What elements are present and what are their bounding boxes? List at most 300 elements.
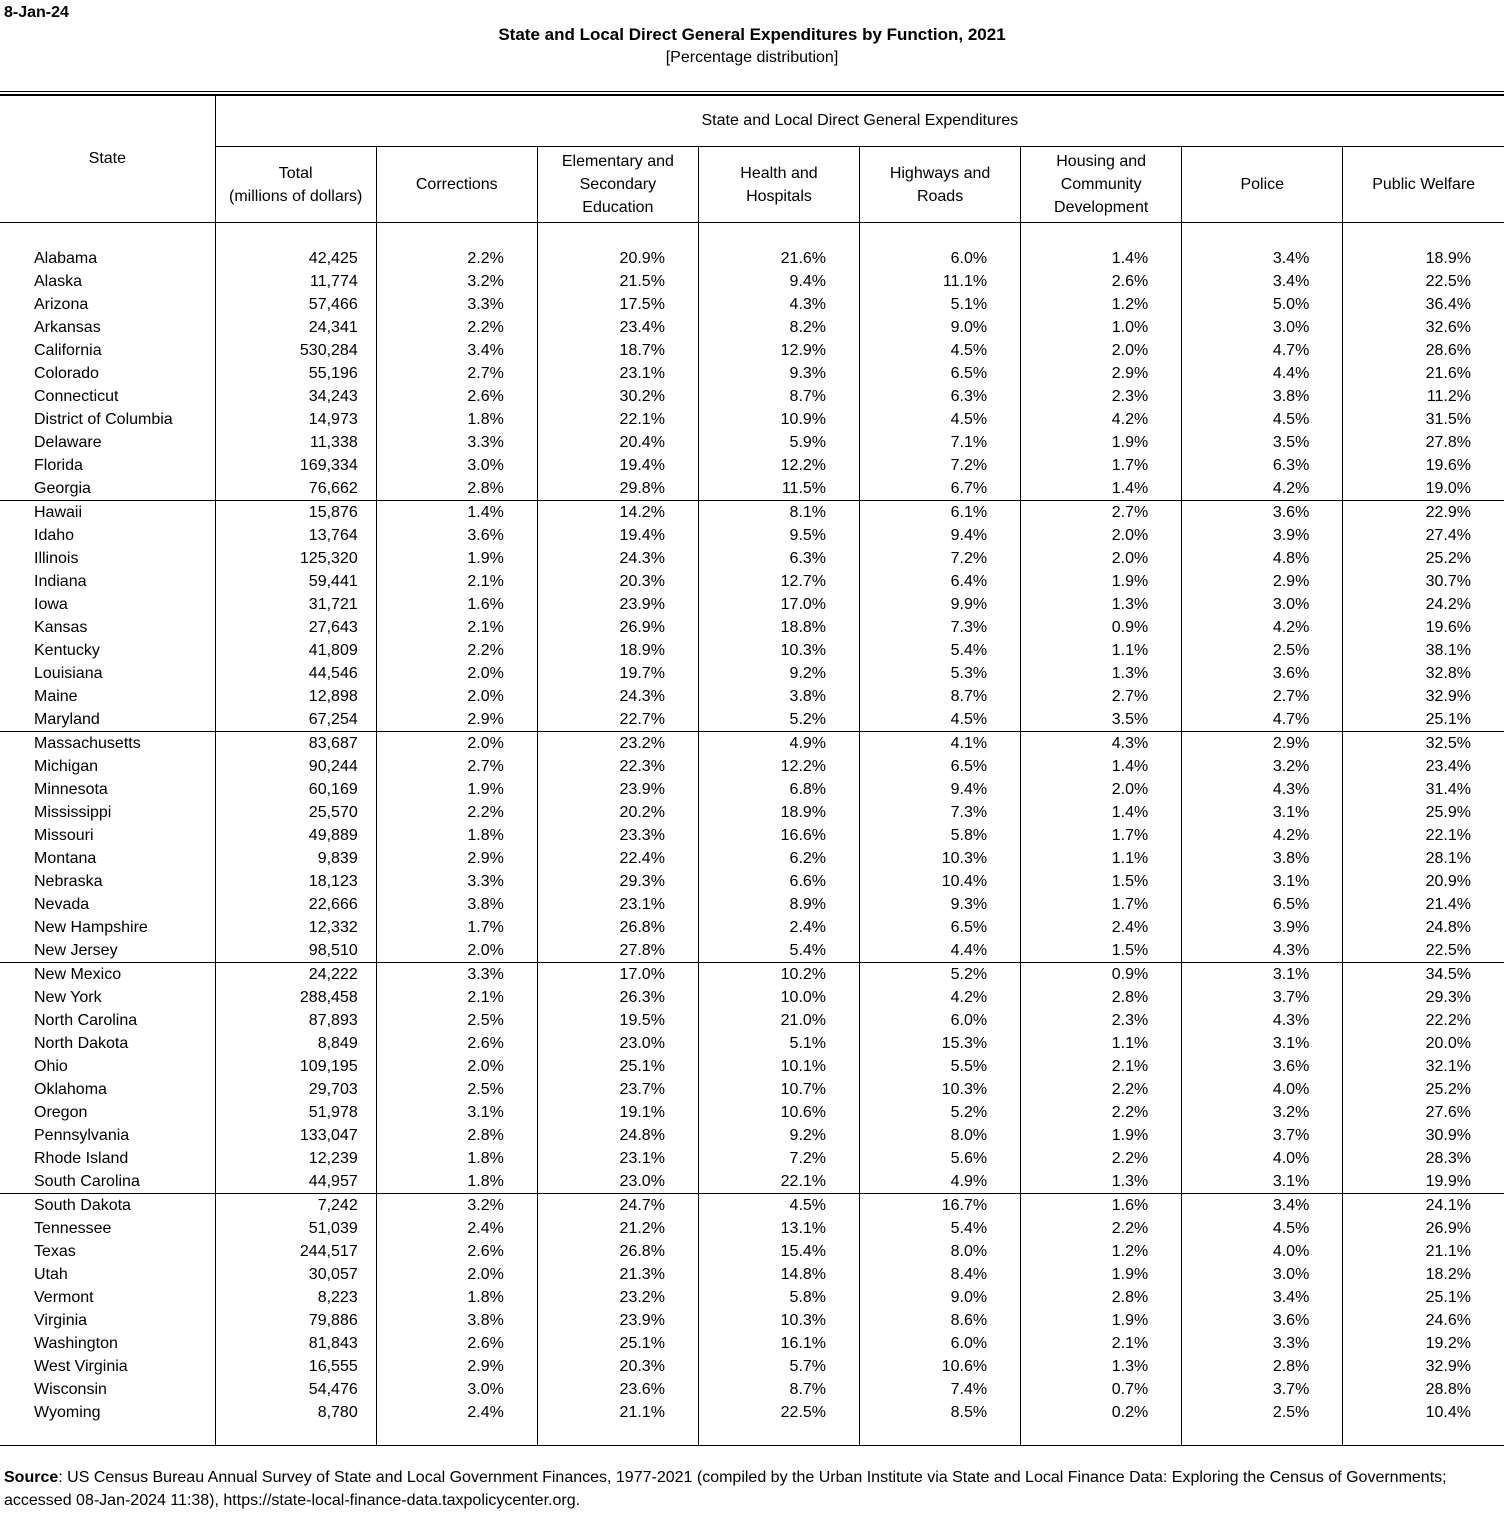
- percent-value: 31.5%: [1425, 411, 1471, 428]
- percent-value: 2.0%: [376, 662, 537, 685]
- total-value: 13,764: [215, 524, 376, 547]
- percent-value: 19.6%: [1425, 457, 1471, 474]
- report-date: 8-Jan-24: [4, 4, 69, 21]
- table-row: [0, 708, 1504, 732]
- percent-value: 5.5%: [860, 1055, 1021, 1078]
- percent-value: 4.4%: [1182, 362, 1343, 385]
- percent-value: 4.2%: [1182, 616, 1343, 639]
- spacer-cell: [860, 223, 1021, 248]
- percent-value: 8.0%: [860, 1124, 1021, 1147]
- percent-value: 3.0%: [1182, 1263, 1343, 1286]
- percent-value: 9.2%: [698, 662, 859, 685]
- total-value: 31,721: [215, 593, 376, 616]
- state-name: Florida: [0, 454, 215, 477]
- percent-value: 20.2%: [537, 801, 698, 824]
- column-header-state: State: [0, 95, 215, 223]
- percent-value: 21.3%: [537, 1263, 698, 1286]
- percent-value: 24.2%: [1425, 596, 1471, 613]
- percent-value: 20.4%: [537, 431, 698, 454]
- percent-value: 21.1%: [1425, 1243, 1471, 1260]
- state-name: Nevada: [0, 893, 215, 916]
- column-header: [215, 147, 376, 223]
- table-row: [0, 385, 1504, 408]
- percent-value: 14.8%: [698, 1263, 859, 1286]
- percent-value: 5.8%: [698, 1286, 859, 1309]
- percent-value: 26.9%: [1425, 1220, 1471, 1237]
- state-name: Montana: [0, 847, 215, 870]
- top-rule: [0, 91, 1504, 92]
- percent-value: 1.7%: [1021, 893, 1182, 916]
- percent-value: 4.3%: [1182, 1009, 1343, 1032]
- percent-value: 23.6%: [537, 1378, 698, 1401]
- percent-value: 24.7%: [537, 1194, 698, 1218]
- percent-value: 9.4%: [698, 270, 859, 293]
- percent-value: 1.9%: [1021, 1263, 1182, 1286]
- percent-value: 2.2%: [376, 316, 537, 339]
- percent-value: 3.6%: [1182, 501, 1343, 525]
- total-value: 90,244: [215, 755, 376, 778]
- percent-value: 4.5%: [698, 1194, 859, 1218]
- percent-value: 2.7%: [376, 362, 537, 385]
- percent-value: 3.7%: [1182, 1124, 1343, 1147]
- table-row: [0, 639, 1504, 662]
- percent-value: 2.7%: [1021, 501, 1182, 525]
- state-name: Georgia: [0, 477, 215, 501]
- percent-value: 9.3%: [698, 362, 859, 385]
- percent-value: 9.9%: [860, 593, 1021, 616]
- percent-value: 2.2%: [376, 247, 537, 270]
- total-value: 14,973: [215, 408, 376, 431]
- percent-value: 1.9%: [1021, 570, 1182, 593]
- percent-value: 10.3%: [698, 1309, 859, 1332]
- percent-value: 18.8%: [698, 616, 859, 639]
- percent-value: 2.1%: [1021, 1055, 1182, 1078]
- percent-value: 20.9%: [1425, 873, 1471, 890]
- spacer-row: [0, 1424, 1504, 1446]
- percent-value: 2.6%: [376, 385, 537, 408]
- percent-value: 0.9%: [1021, 963, 1182, 987]
- table-row: [0, 824, 1504, 847]
- percent-value: 3.2%: [1182, 755, 1343, 778]
- percent-value: 23.9%: [537, 778, 698, 801]
- percent-value: 22.4%: [537, 847, 698, 870]
- percent-value: 2.5%: [1182, 639, 1343, 662]
- percent-value: 1.1%: [1021, 639, 1182, 662]
- percent-value: 0.2%: [1021, 1401, 1182, 1424]
- percent-value: 3.3%: [376, 963, 537, 987]
- percent-value: 8.5%: [860, 1401, 1021, 1424]
- percent-value: 5.4%: [698, 939, 859, 963]
- percent-value: 18.9%: [1425, 250, 1471, 267]
- percent-value: 6.1%: [860, 501, 1021, 525]
- percent-value: 1.1%: [1021, 1032, 1182, 1055]
- percent-value: 12.2%: [698, 755, 859, 778]
- percent-value: 3.4%: [1182, 270, 1343, 293]
- percent-value: 4.0%: [1182, 1147, 1343, 1170]
- percent-value: 8.0%: [860, 1240, 1021, 1263]
- column-header-line: Development: [1054, 199, 1149, 216]
- percent-value: 14.2%: [537, 501, 698, 525]
- table-row: [0, 870, 1504, 893]
- percent-value: 3.4%: [376, 339, 537, 362]
- percent-value: 15.3%: [860, 1032, 1021, 1055]
- percent-value: 32.5%: [1425, 735, 1471, 752]
- percent-value: 4.3%: [1021, 732, 1182, 756]
- state-name: Utah: [0, 1263, 215, 1286]
- percent-value: 3.6%: [1182, 1055, 1343, 1078]
- percent-value: 3.1%: [376, 1101, 537, 1124]
- spacer-cell: [0, 1424, 215, 1446]
- percent-value: 25.1%: [537, 1055, 698, 1078]
- percent-value: 5.6%: [860, 1147, 1021, 1170]
- percent-value: 6.0%: [860, 1332, 1021, 1355]
- column-header-line: Highways and: [889, 164, 991, 182]
- total-value: 27,643: [215, 616, 376, 639]
- percent-value: 5.9%: [698, 431, 859, 454]
- state-name: Idaho: [0, 524, 215, 547]
- column-header: [1182, 147, 1343, 223]
- percent-value: 1.5%: [1021, 870, 1182, 893]
- percent-value: 28.8%: [1425, 1381, 1471, 1398]
- percent-value: 1.8%: [376, 1170, 537, 1194]
- percent-value: 3.7%: [1182, 1378, 1343, 1401]
- percent-value: 2.1%: [376, 616, 537, 639]
- percent-value: 27.8%: [1425, 434, 1471, 451]
- state-name: New Mexico: [0, 963, 215, 987]
- percent-value: 9.0%: [860, 1286, 1021, 1309]
- percent-value: 2.1%: [376, 570, 537, 593]
- table-row: [0, 778, 1504, 801]
- percent-value: 1.3%: [1021, 662, 1182, 685]
- percent-value: 23.1%: [537, 1147, 698, 1170]
- percent-value: 1.3%: [1021, 1170, 1182, 1194]
- percent-value: 23.4%: [1425, 758, 1471, 775]
- percent-value: 4.5%: [860, 339, 1021, 362]
- state-name: Wisconsin: [0, 1378, 215, 1401]
- total-value: 51,978: [215, 1101, 376, 1124]
- percent-value: 8.1%: [698, 501, 859, 525]
- percent-value: 16.7%: [860, 1194, 1021, 1218]
- table-row: [0, 616, 1504, 639]
- percent-value: 7.1%: [860, 431, 1021, 454]
- table-row: [0, 477, 1504, 501]
- percent-value: 6.3%: [1182, 454, 1343, 477]
- total-value: 18,123: [215, 870, 376, 893]
- percent-value: 24.3%: [537, 685, 698, 708]
- total-value: 81,843: [215, 1332, 376, 1355]
- percent-value: 2.6%: [376, 1032, 537, 1055]
- percent-value: 2.9%: [1021, 362, 1182, 385]
- state-name: Texas: [0, 1240, 215, 1263]
- percent-value: 6.3%: [698, 547, 859, 570]
- percent-value: 3.0%: [1182, 316, 1343, 339]
- total-value: 244,517: [215, 1240, 376, 1263]
- percent-value: 9.5%: [698, 524, 859, 547]
- percent-value: 21.0%: [698, 1009, 859, 1032]
- percent-value: 3.1%: [1182, 963, 1343, 987]
- percent-value: 10.6%: [698, 1101, 859, 1124]
- percent-value: 27.8%: [537, 939, 698, 963]
- total-value: 8,849: [215, 1032, 376, 1055]
- percent-value: 24.1%: [1425, 1197, 1471, 1214]
- total-value: 34,243: [215, 385, 376, 408]
- percent-value: 8.2%: [698, 316, 859, 339]
- percent-value: 2.4%: [376, 1217, 537, 1240]
- percent-value: 21.5%: [537, 270, 698, 293]
- percent-value: 6.8%: [698, 778, 859, 801]
- percent-value: 22.1%: [1425, 827, 1471, 844]
- total-value: 12,898: [215, 685, 376, 708]
- percent-value: 5.1%: [860, 293, 1021, 316]
- table-row: [0, 1217, 1504, 1240]
- percent-value: 26.9%: [537, 616, 698, 639]
- percent-value: 2.9%: [1182, 570, 1343, 593]
- column-header-line: Elementary and: [561, 153, 674, 170]
- percent-value: 11.1%: [860, 270, 1021, 293]
- percent-value: 21.6%: [1425, 365, 1471, 382]
- table-row: [0, 847, 1504, 870]
- percent-value: 8.7%: [698, 1378, 859, 1401]
- total-value: 59,441: [215, 570, 376, 593]
- percent-value: 3.8%: [376, 893, 537, 916]
- state-name: Kentucky: [0, 639, 215, 662]
- percent-value: 32.1%: [1425, 1058, 1471, 1075]
- percent-value: 32.6%: [1425, 319, 1471, 336]
- percent-value: 36.4%: [1425, 296, 1471, 313]
- percent-value: 12.7%: [698, 570, 859, 593]
- percent-value: 2.0%: [376, 939, 537, 963]
- spacer-cell: [376, 223, 537, 248]
- percent-value: 4.3%: [1182, 778, 1343, 801]
- total-value: 11,774: [215, 270, 376, 293]
- percent-value: 25.2%: [1425, 550, 1471, 567]
- percent-value: 10.4%: [1425, 1404, 1471, 1421]
- percent-value: 38.1%: [1425, 642, 1471, 659]
- percent-value: 7.3%: [860, 801, 1021, 824]
- percent-value: 23.1%: [537, 893, 698, 916]
- percent-value: 3.3%: [1182, 1332, 1343, 1355]
- total-value: 8,223: [215, 1286, 376, 1309]
- total-value: 42,425: [215, 247, 376, 270]
- percent-value: 6.2%: [698, 847, 859, 870]
- percent-value: 20.3%: [537, 570, 698, 593]
- percent-value: 8.4%: [860, 1263, 1021, 1286]
- state-name: Colorado: [0, 362, 215, 385]
- source-label: Source: [4, 1469, 59, 1486]
- percent-value: 5.2%: [860, 1101, 1021, 1124]
- percent-value: 3.5%: [1182, 431, 1343, 454]
- percent-value: 12.9%: [698, 339, 859, 362]
- column-header-line: Health and: [740, 164, 818, 182]
- state-name: Alaska: [0, 270, 215, 293]
- percent-value: 24.8%: [1425, 919, 1471, 936]
- column-header-line: Secondary: [579, 176, 657, 193]
- percent-value: 9.3%: [860, 893, 1021, 916]
- state-name: Hawaii: [0, 501, 215, 525]
- total-value: 30,057: [215, 1263, 376, 1286]
- table-row: [0, 293, 1504, 316]
- percent-value: 1.9%: [376, 547, 537, 570]
- percent-value: 19.0%: [1343, 477, 1504, 501]
- column-group-header: State and Local Direct General Expenditures: [215, 95, 1504, 147]
- percent-value: 2.0%: [376, 685, 537, 708]
- percent-value: 2.4%: [376, 1401, 537, 1424]
- percent-value: 2.9%: [376, 1355, 537, 1378]
- percent-value: 12.2%: [698, 454, 859, 477]
- percent-value: 2.1%: [1021, 1332, 1182, 1355]
- percent-value: 1.5%: [1021, 939, 1182, 963]
- percent-value: 23.9%: [537, 1309, 698, 1332]
- percent-value: 3.8%: [698, 685, 859, 708]
- percent-value: 1.4%: [376, 501, 537, 525]
- table-row: [0, 1378, 1504, 1401]
- percent-value: 3.3%: [376, 870, 537, 893]
- percent-value: 4.5%: [1182, 408, 1343, 431]
- percent-value: 19.4%: [537, 524, 698, 547]
- percent-value: 22.7%: [537, 708, 698, 732]
- total-value: 76,662: [215, 477, 376, 501]
- percent-value: 2.0%: [1021, 339, 1182, 362]
- percent-value: 23.2%: [537, 1286, 698, 1309]
- percent-value: 2.9%: [376, 847, 537, 870]
- percent-value: 4.0%: [1182, 1240, 1343, 1263]
- percent-value: 22.9%: [1425, 504, 1471, 521]
- percent-value: 1.4%: [1021, 801, 1182, 824]
- percent-value: 29.3%: [537, 870, 698, 893]
- percent-value: 4.5%: [860, 708, 1021, 732]
- percent-value: 1.8%: [376, 1286, 537, 1309]
- percent-value: 4.5%: [860, 408, 1021, 431]
- total-value: 11,338: [215, 431, 376, 454]
- table-row: [0, 1055, 1504, 1078]
- percent-value: 1.2%: [1021, 293, 1182, 316]
- percent-value: 10.7%: [698, 1078, 859, 1101]
- percent-value: 2.2%: [1021, 1078, 1182, 1101]
- percent-value: 27.6%: [1425, 1104, 1471, 1121]
- spacer-cell: [698, 223, 859, 248]
- column-header: [698, 147, 859, 223]
- source-note: [4, 1466, 1500, 1512]
- percent-value: 23.0%: [537, 1032, 698, 1055]
- table-row: [0, 662, 1504, 685]
- table-row: [0, 1170, 1504, 1194]
- total-value: 79,886: [215, 1309, 376, 1332]
- source-text: : US Census Bureau Annual Survey of State and Local Government Finances, 1977-2021 (compiled by the Urban Institute via State and Local Finance Data: Exploring the Census of Governments; accessed 08-Jan-2024 11:38), https://state-local-finance-data.taxpolicycenter.org.: [4, 1469, 1447, 1509]
- total-value: 12,239: [215, 1147, 376, 1170]
- percent-value: 3.0%: [376, 454, 537, 477]
- percent-value: 2.8%: [1021, 986, 1182, 1009]
- total-value: 87,893: [215, 1009, 376, 1032]
- table-row: [0, 501, 1504, 525]
- table-row: [0, 1147, 1504, 1170]
- spacer-row: [0, 223, 1504, 248]
- percent-value: 2.9%: [1182, 732, 1343, 756]
- percent-value: 2.5%: [376, 1009, 537, 1032]
- percent-value: 19.9%: [1343, 1170, 1504, 1194]
- page-subtitle: [Percentage distribution]: [665, 49, 839, 66]
- percent-value: 22.2%: [1425, 1012, 1471, 1029]
- percent-value: 21.1%: [537, 1401, 698, 1424]
- percent-value: 2.0%: [376, 732, 537, 756]
- percent-value: 1.4%: [1021, 477, 1182, 501]
- total-value: 288,458: [215, 986, 376, 1009]
- table-row: [0, 1401, 1504, 1424]
- percent-value: 6.7%: [860, 477, 1021, 501]
- table-row: [0, 524, 1504, 547]
- percent-value: 1.9%: [1021, 1124, 1182, 1147]
- percent-value: 3.4%: [1182, 1286, 1343, 1309]
- state-name: Delaware: [0, 431, 215, 454]
- percent-value: 8.7%: [698, 385, 859, 408]
- total-value: 109,195: [215, 1055, 376, 1078]
- percent-value: 25.1%: [1425, 1289, 1471, 1306]
- percent-value: 22.1%: [698, 1170, 859, 1194]
- state-name: Oregon: [0, 1101, 215, 1124]
- column-header-line: Community: [1060, 176, 1142, 193]
- percent-value: 10.4%: [860, 870, 1021, 893]
- percent-value: 2.7%: [1021, 685, 1182, 708]
- percent-value: 22.5%: [698, 1401, 859, 1424]
- percent-value: 2.6%: [376, 1240, 537, 1263]
- percent-value: 6.5%: [1182, 893, 1343, 916]
- state-name: Vermont: [0, 1286, 215, 1309]
- state-name: New York: [0, 986, 215, 1009]
- table-row: [0, 893, 1504, 916]
- percent-value: 3.1%: [1182, 870, 1343, 893]
- percent-value: 24.8%: [537, 1124, 698, 1147]
- percent-value: 5.8%: [860, 824, 1021, 847]
- state-name: California: [0, 339, 215, 362]
- spacer-cell: [1021, 1424, 1182, 1446]
- percent-value: 8.7%: [860, 685, 1021, 708]
- total-value: 7,242: [215, 1194, 376, 1218]
- percent-value: 2.5%: [1182, 1401, 1343, 1424]
- percent-value: 4.7%: [1182, 339, 1343, 362]
- table-row: [0, 1286, 1504, 1309]
- percent-value: 3.7%: [1182, 986, 1343, 1009]
- percent-value: 18.9%: [537, 639, 698, 662]
- table-row: [0, 339, 1504, 362]
- percent-value: 3.8%: [1182, 385, 1343, 408]
- percent-value: 0.9%: [1021, 616, 1182, 639]
- percent-value: 19.1%: [537, 1101, 698, 1124]
- table-row: [0, 316, 1504, 339]
- percent-value: 21.2%: [537, 1217, 698, 1240]
- percent-value: 2.3%: [1021, 1009, 1182, 1032]
- total-value: 29,703: [215, 1078, 376, 1101]
- percent-value: 1.8%: [376, 1147, 537, 1170]
- total-value: 49,889: [215, 824, 376, 847]
- percent-value: 23.9%: [537, 593, 698, 616]
- percent-value: 16.1%: [698, 1332, 859, 1355]
- percent-value: 26.3%: [537, 986, 698, 1009]
- column-header-line: Total: [278, 164, 313, 182]
- percent-value: 2.2%: [1021, 1217, 1182, 1240]
- percent-value: 5.2%: [698, 708, 859, 732]
- percent-value: 22.1%: [537, 408, 698, 431]
- spacer-cell: [860, 1424, 1021, 1446]
- spacer-cell: [215, 223, 376, 248]
- percent-value: 2.8%: [1021, 1286, 1182, 1309]
- percent-value: 23.0%: [537, 1170, 698, 1194]
- column-header: [1343, 147, 1504, 223]
- percent-value: 2.7%: [1182, 685, 1343, 708]
- state-name: Arizona: [0, 293, 215, 316]
- percent-value: 3.1%: [1182, 1170, 1343, 1194]
- column-header-line: Education: [582, 199, 654, 216]
- percent-value: 3.3%: [376, 293, 537, 316]
- percent-value: 7.2%: [860, 547, 1021, 570]
